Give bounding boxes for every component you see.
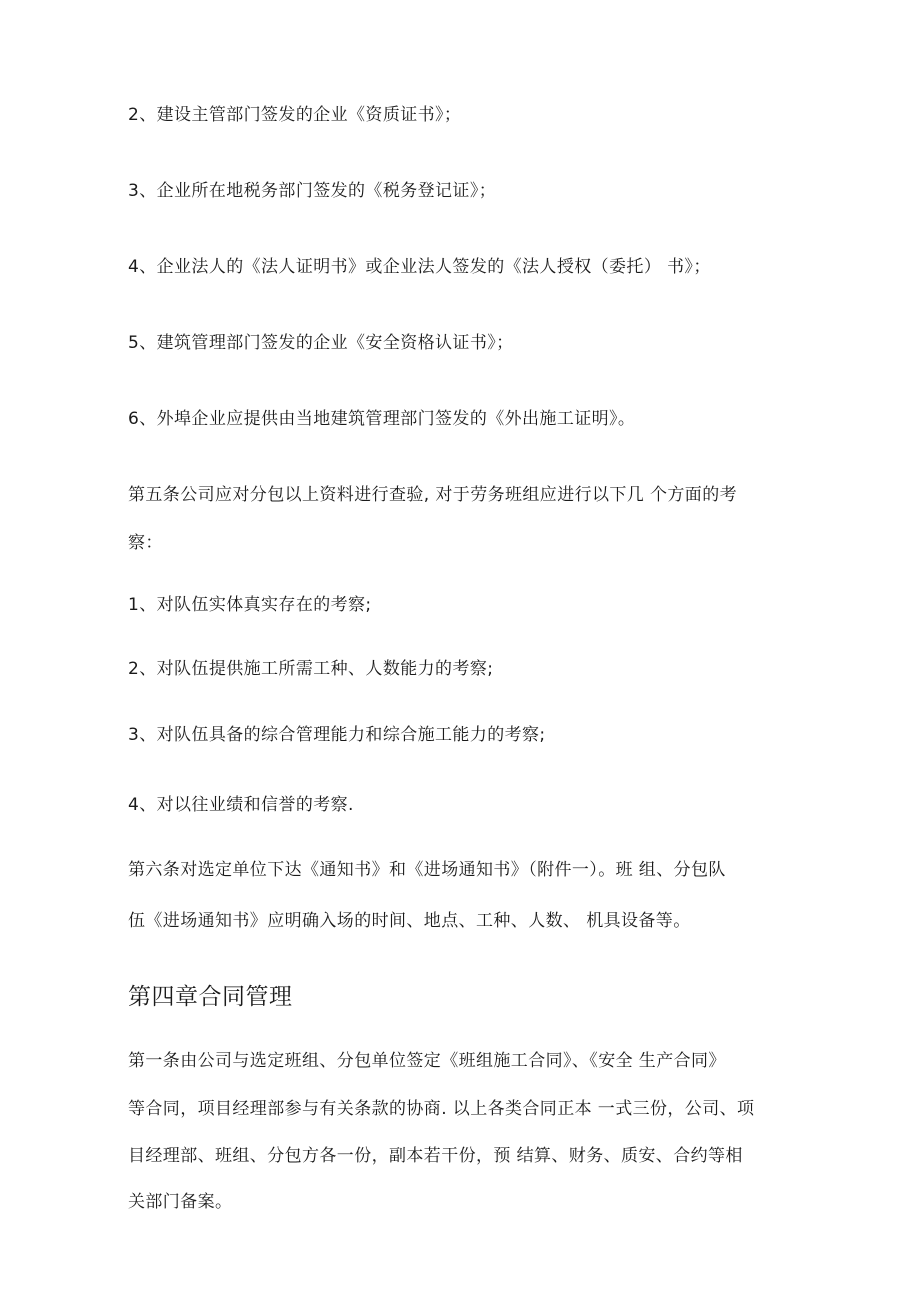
- list-item: 4、企业法人的《法人证明书》或企业法人签发的《法人授权（委托） 书》；: [128, 257, 711, 277]
- chapter-heading: 第四章合同管理: [128, 984, 293, 1010]
- list-item: 6、外埠企业应提供由当地建筑管理部门签发的《外出施工证明》。: [128, 409, 636, 429]
- list-item: 3、企业所在地税务部门签发的《税务登记证》；: [128, 181, 497, 201]
- list-item: 4、对以往业绩和信誉的考察.: [128, 795, 354, 815]
- article-5-line-2: 察：: [128, 533, 163, 553]
- list-item: 2、对队伍提供施工所需工种、人数能力的考察;: [128, 659, 494, 679]
- article-6-line-2: 伍《进场通知书》应明确入场的时间、地点、工种、人数、 机具设备等。: [128, 911, 691, 931]
- list-item: 1、对队伍实体真实存在的考察;: [128, 595, 372, 615]
- article-1-line-1: 第一条由公司与选定班组、分包单位签定《班组施工合同》、《安全 生产合同》: [128, 1051, 726, 1071]
- list-item: 3、对队伍具备的综合管理能力和综合施工能力的考察;: [128, 725, 546, 745]
- article-5-line-1: 第五条公司应对分包以上资料进行查验, 对于劳务班组应进行以下几 个方面的考: [128, 485, 738, 505]
- article-1-line-3: 目经理部、班组、分包方各一份，副本若干份，预 结算、财务、质安、合约等相: [128, 1146, 743, 1166]
- article-1-line-4: 关部门备案。: [128, 1192, 233, 1212]
- list-item: 2、建设主管部门签发的企业《资质证书》；: [128, 105, 462, 125]
- article-1-line-2: 等合同，项目经理部参与有关条款的协商. 以上各类合同正本 一式三份，公司、项: [128, 1099, 755, 1119]
- article-6-line-1: 第六条对选定单位下达《通知书》和《进场通知书》（附件一）。班 组、分包队: [128, 860, 726, 880]
- list-item: 5、建筑管理部门签发的企业《安全资格认证书》；: [128, 333, 514, 353]
